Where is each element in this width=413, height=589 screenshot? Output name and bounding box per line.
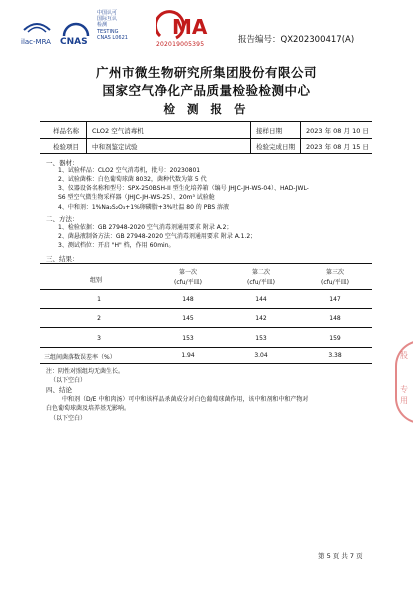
conclusion-line: 白色葡萄球菌及培养基无影响。 [46,405,131,412]
error-rate-value: 3.04 [254,352,268,359]
group-header: 组别 [89,277,102,284]
col-unit-3: (cfu/平皿) [321,279,349,286]
seal-stamp-text: 专用 [400,385,408,405]
cell-divider [250,122,251,153]
sample-value: CLO2 空气消毒机 [92,127,144,135]
table-cell: 147 [329,296,341,303]
col-header-3: 第三次 [325,269,344,276]
table-top-border [40,263,372,264]
materials-heading: 一、器材： [46,159,79,167]
page-title: 检 测 报 告 [163,102,250,116]
methods-line: 3、测试档位：开启 "H" 档，作用 60min。 [58,242,175,249]
materials-line: 1、试验样品：CLO2 空气消毒机，批号：20230801 [58,167,201,174]
results-heading: 三、结果： [46,255,79,263]
materials-line: S6 型空气微生物采样器（JHJC-JH-WS-25）、20m³ 试验舱 [58,194,215,201]
cma-logo [156,10,210,40]
table-cell: 142 [255,315,267,322]
materials-line: 2、试验菌株：白色葡萄球菌 8032，菌种代数为第 5 代 [58,176,207,183]
table-cell: 145 [182,315,194,322]
methods-heading: 二、方法： [46,215,79,223]
col-header-2: 第二次 [251,269,270,276]
table-cell: 148 [182,296,194,303]
report-number [238,33,354,45]
table-row-border [40,289,372,290]
divider [40,121,372,122]
conclusion-line: 中和剂（D/E 中和肉汤）可中和该样品杀菌成分对白色葡萄球菌作用，该中和剂和中和产物对 [62,396,309,403]
seal-stamp-text: 股 [400,351,408,360]
report-number-value: QX202300417(A) [280,35,355,45]
table-note: 注：阴性对照组均无菌生长。 [46,368,125,375]
table-row-group: 2 [97,315,101,322]
cma-number: 202019005395 [156,41,205,48]
table-cell: 144 [255,296,267,303]
cell-divider [86,122,87,153]
table-bottom-border [40,363,372,364]
error-rate-value: 3.38 [328,352,342,359]
svg-text:ilac-MRA: ilac-MRA [21,38,51,46]
col-unit-1: (cfu/平皿) [174,279,202,286]
blank-marker: （以下空白） [50,377,87,384]
error-rate-value: 1.94 [181,352,195,359]
divider [40,138,372,139]
organization-name: 广州市微生物研究所集团股份有限公司 [95,65,317,80]
col-unit-2: (cfu/平皿) [247,279,275,286]
finish-date-label: 检验完成日期 [256,143,295,151]
table-row-border [40,308,372,309]
table-row-group: 3 [97,335,101,342]
conclusion-heading: 四、结论 [46,386,72,394]
methods-line: 1、检验依据：GB 27948-2020 空气消毒剂通用要求 附录 A.2； [58,224,233,231]
cell-divider [300,122,301,153]
svg-text:CNAS: CNAS [60,37,88,47]
blank-marker: （以下空白） [50,415,87,422]
error-rate-label: 三组间菌落数误差率（%） [44,354,116,361]
col-header-1: 第一次 [178,269,197,276]
cnas-text-block: 中国认可 国际互认 检测 TESTING CNAS L0621 [97,10,128,41]
divider [40,153,372,154]
table-cell: 148 [329,315,341,322]
table-cell: 153 [255,335,267,342]
receive-date-value: 2023 年 08 月 10 日 [306,127,369,135]
table-row-border [40,327,372,328]
sample-label: 样品名称 [53,127,79,135]
svg-text:MA: MA [172,15,208,39]
report-number-label: 报告编号： [238,35,281,45]
materials-line: 3、仪器设备名称和型号：SPX-250BSH-II 型生化培养箱（编号 JHJC-JH-WS-04）、HAD-JWL- [58,185,309,192]
table-row-group: 1 [97,296,101,303]
item-value: 中和剂鉴定试验 [92,143,138,151]
cnas-logo [58,14,94,48]
table-cell: 159 [329,335,341,342]
finish-date-value: 2023 年 08 月 15 日 [306,143,369,151]
item-label: 检验项目 [53,143,79,151]
ilac-mra-logo [20,18,54,48]
methods-line: 2、菌悬液制备方法：GB 27948-2020 空气消毒剂通用要求 附录 A.1.2； [58,233,257,240]
table-cell: 153 [182,335,194,342]
receive-date-label: 接样日期 [256,127,282,135]
table-row-border [40,347,372,348]
page-number: 第 5 页 共 7 页 [318,552,363,560]
center-name: 国家空气净化产品质量检验检测中心 [102,83,311,98]
materials-line: 4、中和剂：1%Na₂S₂O₃+1%卵磷脂+3%吐温 80 的 PBS 溶液 [58,204,230,211]
